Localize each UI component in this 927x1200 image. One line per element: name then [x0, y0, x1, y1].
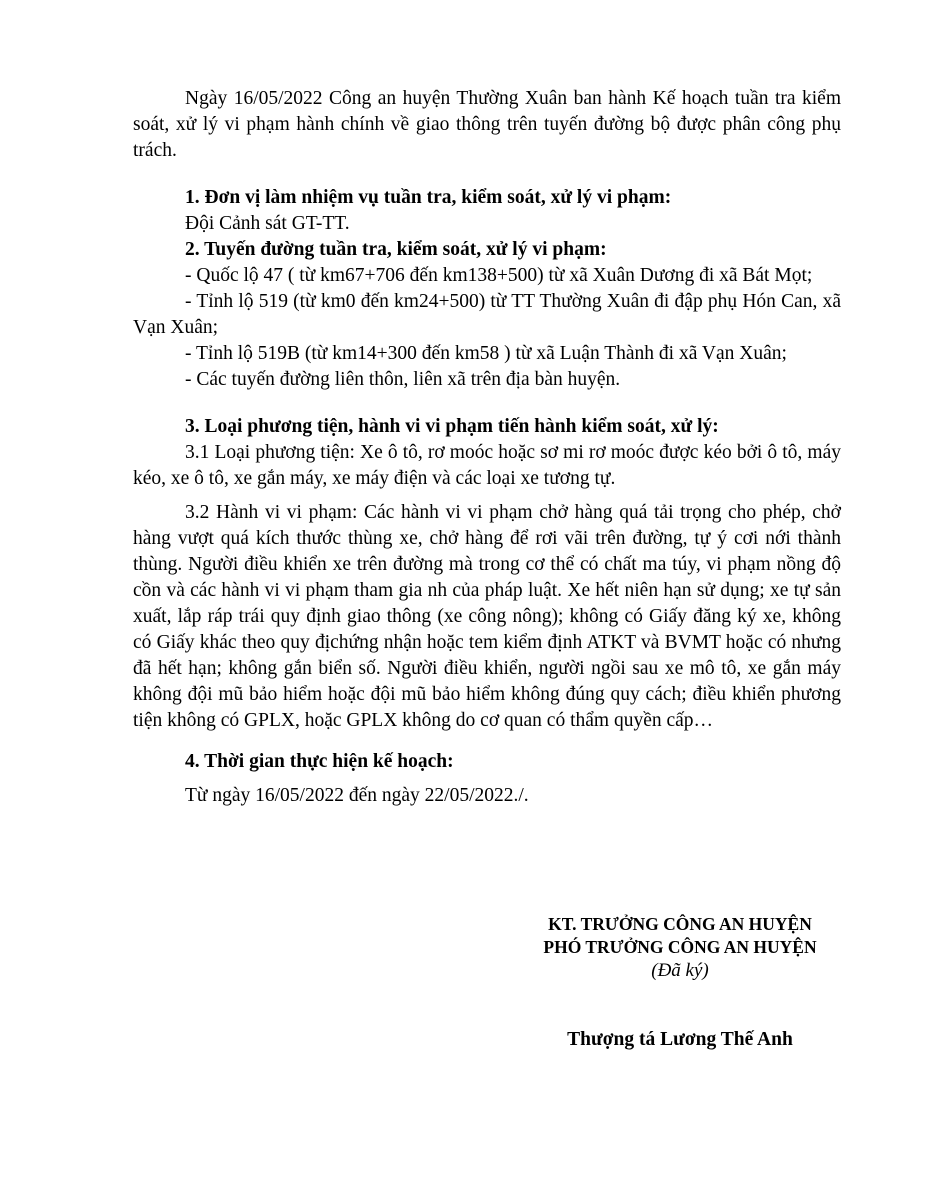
document-body	[133, 86, 841, 809]
section4-body: Từ ngày 16/05/2022 đến ngày 22/05/2022./.	[185, 785, 529, 806]
route-item: - Tỉnh lộ 519B (từ km14+300 đến km58 ) từ xã Luận Thành đi xã Vạn Xuân;	[185, 343, 787, 364]
section2-heading: 2. Tuyến đường tuần tra, kiểm soát, xử lý vi phạm:	[185, 239, 607, 260]
signature-title-line-1: KT. TRƯỞNG CÔNG AN HUYỆN	[548, 914, 812, 934]
route-item: - Quốc lộ 47 ( từ km67+706 đến km138+500) từ xã Xuân Dương đi xã Bát Mọt;	[185, 265, 813, 286]
signer-name: Thượng tá Lương Thế Anh	[567, 1029, 793, 1050]
section1-heading: 1. Đơn vị làm nhiệm vụ tuần tra, kiểm soát, xử lý vi phạm:	[185, 187, 672, 208]
signature-title-line-2: PHÓ TRƯỞNG CÔNG AN HUYỆN	[543, 937, 817, 957]
route-item: - Tỉnh lộ 519 (từ km0 đến km24+500) từ TT Thường Xuân đi đập phụ Hón Can, xã Vạn Xuân;	[133, 291, 841, 338]
section3-paragraph-1: 3.1 Loại phương tiện: Xe ô tô, rơ moóc hoặc sơ mi rơ moóc được kéo bởi ô tô, máy kéo, xe ô tô, xe gắn máy, xe máy điện và các loại xe tương tự.	[133, 442, 841, 489]
intro-paragraph: Ngày 16/05/2022 Công an huyện Thường Xuân ban hành Kế hoạch tuần tra kiểm soát, xử lý vi phạm hành chính về giao thông trên tuyến đường bộ được phân công phụ trách.	[133, 88, 841, 161]
section4-heading: 4. Thời gian thực hiện kế hoạch:	[185, 751, 454, 772]
section3-heading: 3. Loại phương tiện, hành vi vi phạm tiến hành kiểm soát, xử lý:	[185, 416, 719, 437]
signed-note: (Đã ký)	[651, 960, 709, 981]
route-item: - Các tuyến đường liên thôn, liên xã trên địa bàn huyện.	[185, 369, 621, 390]
section1-body: Đội Cảnh sát GT-TT.	[185, 213, 350, 234]
section3-paragraph-2: 3.2 Hành vi vi phạm: Các hành vi vi phạm chở hàng quá tải trọng cho phép, chở hàng vượt quá kích thước thùng xe, chở hàng để rơi vãi trên đường, tự ý cơi nới thành thùng. Người điều khiển xe trên đường mà trong cơ thể có chất ma túy, vi phạm nồng độ cồn và các hành vi vi phạm tham gia nh của pháp luật. Xe hết niên hạn sử dụng; xe tự sản xuất, lắp ráp trái quy định giao thông (xe công nông); không có Giấy đăng ký xe, không có Giấy khác theo quy địchứng nhận hoặc tem kiểm định ATKT và BVMT hoặc có nhưng đã hết hạn; không gắn biển số. Người điều khiển, người ngồi sau xe mô tô, xe gắn máy không đội mũ bảo hiểm hoặc đội mũ bảo hiểm không đúng quy cách; điều khiển phương tiện không có GPLX, hoặc GPLX không do cơ quan có thẩm quyền cấp…	[133, 502, 841, 731]
signature-block	[515, 913, 845, 982]
